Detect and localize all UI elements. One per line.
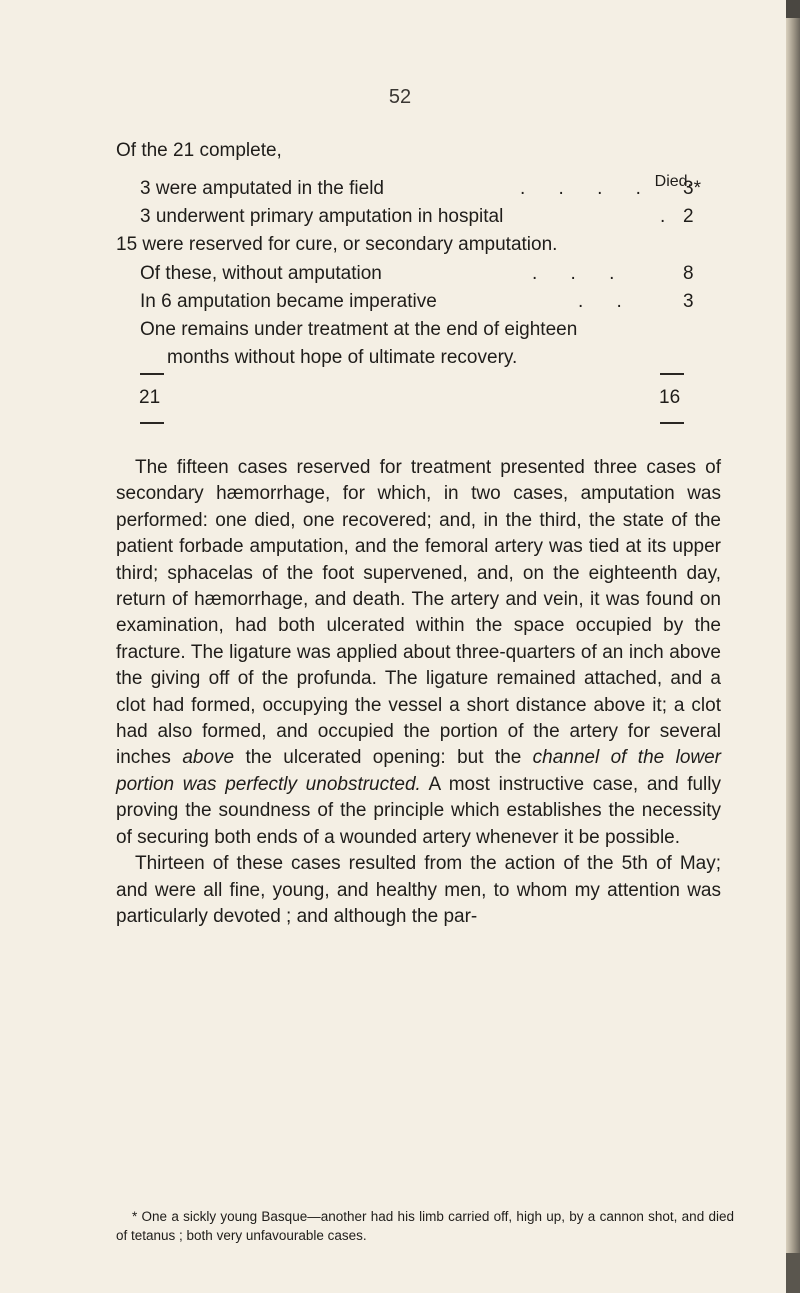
rule-line	[660, 422, 684, 424]
row-text: 3 underwent primary amputation in hospital	[140, 206, 504, 227]
row-dots: . . . .	[520, 178, 655, 199]
emphasis-text: channel of the lower portion was perfectly unobstructed.	[116, 747, 722, 795]
row-text: 3 were amputated in the field	[140, 178, 384, 199]
rule-line	[660, 373, 684, 375]
page-number: 52	[388, 86, 412, 108]
total-cases: 21	[139, 387, 161, 408]
rule-line	[140, 373, 164, 375]
page-edge-corner-bottom	[786, 1253, 800, 1293]
died-column-label: Died.	[654, 173, 692, 190]
paragraph-text: The fifteen cases reserved for treatment presented three cases of secondary hæmorrhage, for which, in two cases, amputation was performed: one died, one recovered; and, in the third, the state of the patient forbade amputation, and the femoral artery was tied at its upper third; sphacelas of the foot supervened, and, on the eighteenth day, return of hæmorrhage, and death. The artery and vein, it was found on examination, had both ulcerated within the space occupied by the fracture. The ligature was applied about three-quarters of an inch above the giving off of the profunda. The ligature remained attached, and a clot had formed, occupying the vessel a short distance above it; a clot had also formed, and occupied the portion of the artery for several inches	[116, 457, 721, 769]
row-dots: . .	[578, 291, 636, 312]
row-dots: .	[660, 206, 680, 227]
body-text	[116, 455, 721, 930]
paragraph-text: the ulcerated opening: but the	[234, 747, 533, 769]
row-value: 3*	[683, 178, 701, 199]
row-value: 2	[683, 206, 694, 227]
table-heading: Of the 21 complete,	[116, 140, 282, 161]
row-text: In 6 amputation became imperative	[140, 291, 437, 312]
footnote: * One a sickly young Basque—another had his limb carried off, high up, by a cannon shot, and died of tetanus ; both very unfavourable cases.	[116, 1209, 734, 1243]
row-dots: . . .	[532, 263, 629, 284]
row-text: One remains under treatment at the end of eighteen	[140, 319, 578, 340]
row-text: months without hope of ultimate recovery.	[167, 347, 518, 368]
row-text: 15 were reserved for cure, or secondary amputation.	[116, 234, 558, 255]
paragraph-text: A most instructive case, and fully proving the soundness of the principle which establishes the necessity of securing both ends of a wounded artery whenever it be possible.	[116, 773, 721, 848]
total-died: 16	[659, 387, 681, 408]
row-value: 3	[683, 291, 694, 312]
row-text: Of these, without amputation	[140, 263, 382, 284]
page-edge-corner	[786, 0, 800, 18]
emphasis-text: above	[182, 747, 235, 769]
paragraph: Thirteen of these cases resulted from the action of the 5th of May; and were all fine, young, and healthy men, to whom my attention was particularly devoted ; and although the par-	[116, 853, 721, 927]
page-edge-shadow	[786, 0, 800, 1293]
row-value: 8	[683, 263, 694, 284]
paragraph	[116, 455, 721, 851]
rule-line	[140, 422, 164, 424]
